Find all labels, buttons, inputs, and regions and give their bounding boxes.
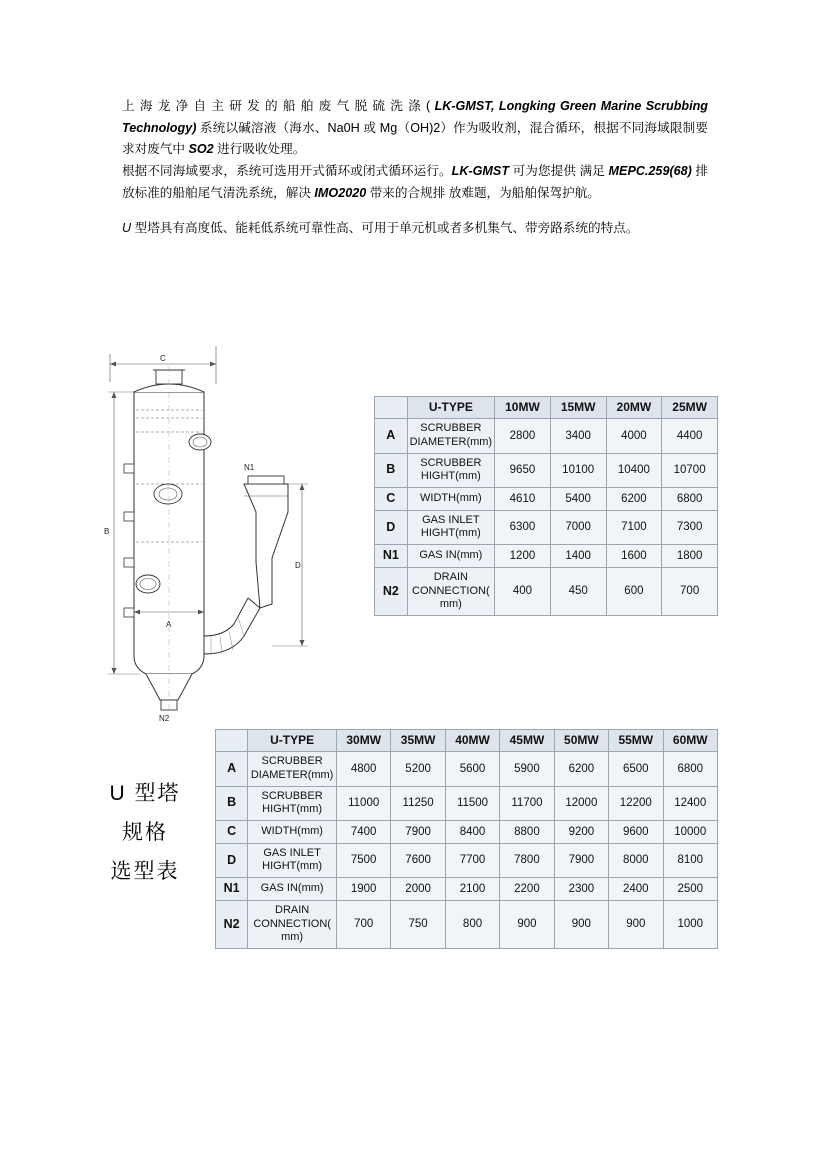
table-1-header-0 [375,397,408,419]
table-2-row-2-val-1: 7900 [391,821,445,844]
table-2-row-0-val-2: 5600 [445,752,499,787]
table-1-row-3-val-1: 7000 [550,510,606,545]
figure-caption [70,775,220,892]
table-1-row-0-key: A [375,419,408,454]
table-2-row-2-val-4: 9200 [554,821,608,844]
table-2-row-1-val-5: 12200 [609,786,663,821]
table-2-row-1-val-4: 12000 [554,786,608,821]
table-row [216,786,718,821]
table-2-row-0-val-0: 4800 [336,752,390,787]
table-1-header-3: 15MW [550,397,606,419]
table-1-header-5: 25MW [662,397,718,419]
table-1-row-4-val-0: 1200 [495,545,551,568]
table-1-row-2-val-3: 6800 [662,488,718,511]
table-2-row-1-val-2: 11500 [445,786,499,821]
table-2-row-4-val-2: 2100 [445,878,499,901]
table-1-row-5-key: N2 [375,567,408,615]
table-2-row-2-val-6: 10000 [663,821,718,844]
table-2-header-8: 60MW [663,730,718,752]
caption-line-2: 规格 [122,820,168,844]
table-row [375,419,718,454]
table-2-header-2: 30MW [336,730,390,752]
table-1-row-5-val-2: 600 [606,567,662,615]
table-1-header-2: 10MW [495,397,551,419]
intro-p3-text: 型塔具有高度低、能耗低系统可靠性高、可用于单元机或者多机集气、带旁路系统的特点。 [131,221,639,236]
drawing-label-b: B [104,527,110,536]
table-2-row-5-val-2: 800 [445,900,499,948]
table-2-row-1-val-1: 11250 [391,786,445,821]
table-2-row-3-val-4: 7900 [554,843,608,878]
intro-p1-part3: 进行吸收处理。 [213,142,306,157]
drawing-label-d: D [295,561,301,570]
table-1-row-4-name: GAS IN(mm) [407,545,494,568]
table-1-head [375,397,718,419]
intro-p1-part2: 系统以碱溶液（海水、Na0H 或 Mg（OH)2）作为吸收剂，混合循环，根据不同海域限制要求对废气中 [122,120,708,157]
table-2-row-2-val-5: 9600 [609,821,663,844]
table-1-header-4: 20MW [606,397,662,419]
table-row [216,752,718,787]
table-2-header-7: 55MW [609,730,663,752]
table-2-row-4-val-3: 2200 [500,878,554,901]
table-row [216,878,718,901]
table-1-row-3-val-0: 6300 [495,510,551,545]
table-row [216,900,718,948]
table-2-row-3-val-0: 7500 [336,843,390,878]
table-2-row-5-val-5: 900 [609,900,663,948]
table-2-header-4: 40MW [445,730,499,752]
table-1-row-1-val-1: 10100 [550,453,606,488]
table-2-row-3-val-6: 8100 [663,843,718,878]
table-2-row-5-name: DRAIN CONNECTION( mm) [248,900,337,948]
table-2-header-0 [216,730,248,752]
table-2-header-1: U-TYPE [248,730,337,752]
table-1-row-3-val-3: 7300 [662,510,718,545]
intro-paragraph-1 [122,96,708,161]
table-2-body [216,752,718,949]
table-1-row-4-key: N1 [375,545,408,568]
scrubber-technical-drawing [96,336,346,726]
table-2-header-6: 50MW [554,730,608,752]
table-1-row-5-val-1: 450 [550,567,606,615]
table-1-row-1-name: SCRUBBER HIGHT(mm) [407,453,494,488]
intro-p2-part4: 带来的合规排 放难题，为船舶保驾护航。 [366,185,600,200]
drawing-label-n2: N2 [159,714,170,723]
table-2-row-0-val-1: 5200 [391,752,445,787]
table-row [375,545,718,568]
intro-paragraph-3 [122,218,708,240]
intro-p2-part3: 排放标准的船舶尾气清洗系统，解决 [122,163,709,200]
intro-p3-emphasis: U [122,221,132,236]
table-2-row-2-name: WIDTH(mm) [248,821,337,844]
table-1-row-0-name: SCRUBBER DIAMETER(mm) [407,419,494,454]
table-row [375,453,718,488]
table-2-row-5-val-1: 750 [391,900,445,948]
table-2-row-1-key: B [216,786,248,821]
caption-line-1: U 型塔 [109,782,181,805]
table-2-row-5-val-4: 900 [554,900,608,948]
table-2-row-4-val-5: 2400 [609,878,663,901]
table-1-row-2-val-1: 5400 [550,488,606,511]
table-2-row-5-val-0: 700 [336,900,390,948]
table-1-row-1-key: B [375,453,408,488]
table-2-row-0-key: A [216,752,248,787]
table-2-row-2-val-0: 7400 [336,821,390,844]
scrubber-drawing-svg [96,336,346,726]
table-2-row-1-name: SCRUBBER HIGHT(mm) [248,786,337,821]
intro-p2-emphasis-1: LK-GMST [451,163,510,178]
table-2-row-0-val-4: 6200 [554,752,608,787]
table-2-row-2-val-3: 8800 [500,821,554,844]
table-2-row-3-val-5: 8000 [609,843,663,878]
table-1-row-0-val-1: 3400 [550,419,606,454]
table-row [375,567,718,615]
table-2-row-1-val-0: 11000 [336,786,390,821]
table-2-row-3-key: D [216,843,248,878]
intro-p1-emphasis-2: SO2 [188,142,214,157]
intro-text-block [122,96,708,240]
table-1-row-2-name: WIDTH(mm) [407,488,494,511]
table-2-row-5-key: N2 [216,900,248,948]
table-2-row-4-val-1: 2000 [391,878,445,901]
table-2-row-4-val-4: 2300 [554,878,608,901]
table-1-row-0-val-0: 2800 [495,419,551,454]
table-1-row-3-key: D [375,510,408,545]
table-row [216,843,718,878]
table-1-row-5-name: DRAIN CONNECTION( mm) [407,567,494,615]
table-2-row-0-name: SCRUBBER DIAMETER(mm) [248,752,337,787]
table-2-head [216,730,718,752]
table-2-row-3-val-3: 7800 [500,843,554,878]
table-1-row-4-val-2: 1600 [606,545,662,568]
table-1-row-5-val-0: 400 [495,567,551,615]
caption-line-3: 选型表 [110,859,180,883]
table-1-body [375,419,718,616]
table-1-row-1-val-0: 9650 [495,453,551,488]
table-row [375,510,718,545]
intro-p1-part1: 上 海 龙 净 自 主 研 发 的 船 舶 废 气 脱 硫 洗 涤 ( [122,99,435,113]
table-1-row-1-val-3: 10700 [662,453,718,488]
drawing-label-c: C [160,354,166,363]
intro-p2-emphasis-2: MEPC.259(68) [608,163,692,178]
table-2-row-4-val-0: 1900 [336,878,390,901]
intro-p1-emphasis-1: LK-GMST, Longking Green Marine Scrubbing Technology) [122,99,708,135]
drawing-label-a: A [166,620,172,629]
table-2-row-4-name: GAS IN(mm) [248,878,337,901]
table-2-header-3: 35MW [391,730,445,752]
table-2-row-1-val-6: 12400 [663,786,718,821]
table-2-row-4-val-6: 2500 [663,878,718,901]
table-1-row-2-val-2: 6200 [606,488,662,511]
table-1-row-2-key: C [375,488,408,511]
table-2-row-0-val-5: 6500 [609,752,663,787]
table-2-row-0-val-3: 5900 [500,752,554,787]
table-row [216,821,718,844]
table-2-row-5-val-6: 1000 [663,900,718,948]
table-1-row-3-val-2: 7100 [606,510,662,545]
intro-p2-emphasis-3: IMO2020 [314,185,367,200]
table-1-row-1-val-2: 10400 [606,453,662,488]
table-1-header-1: U-TYPE [407,397,494,419]
table-2-row-3-name: GAS INLET HIGHT(mm) [248,843,337,878]
table-2-row-0-val-6: 6800 [663,752,718,787]
table-1-row-2-val-0: 4610 [495,488,551,511]
table-1-row-5-val-3: 700 [662,567,718,615]
table-2-row-4-key: N1 [216,878,248,901]
table-row [375,488,718,511]
table-2-row-1-val-3: 11700 [500,786,554,821]
intro-p2-part2: 可为您提供 满足 [509,163,609,178]
spec-table-30mw-60mw [215,729,718,949]
table-2-header-5: 45MW [500,730,554,752]
intro-p2-part1: 根据不同海域要求，系统可选用开式循环或闭式循环运行。 [122,163,452,178]
table-1-row-4-val-1: 1400 [550,545,606,568]
table-2-row-2-val-2: 8400 [445,821,499,844]
table-1-row-3-name: GAS INLET HIGHT(mm) [407,510,494,545]
spec-table-10mw-25mw [374,396,718,616]
drawing-label-n1: N1 [244,463,255,472]
table-2-row-3-val-1: 7600 [391,843,445,878]
table-2-row-5-val-3: 900 [500,900,554,948]
table-row [375,397,718,419]
table-1-row-0-val-3: 4400 [662,419,718,454]
table-1-row-0-val-2: 4000 [606,419,662,454]
table-2-row-2-key: C [216,821,248,844]
table-row [216,730,718,752]
intro-paragraph-2 [122,161,708,204]
table-1-row-4-val-3: 1800 [662,545,718,568]
table-2-row-3-val-2: 7700 [445,843,499,878]
